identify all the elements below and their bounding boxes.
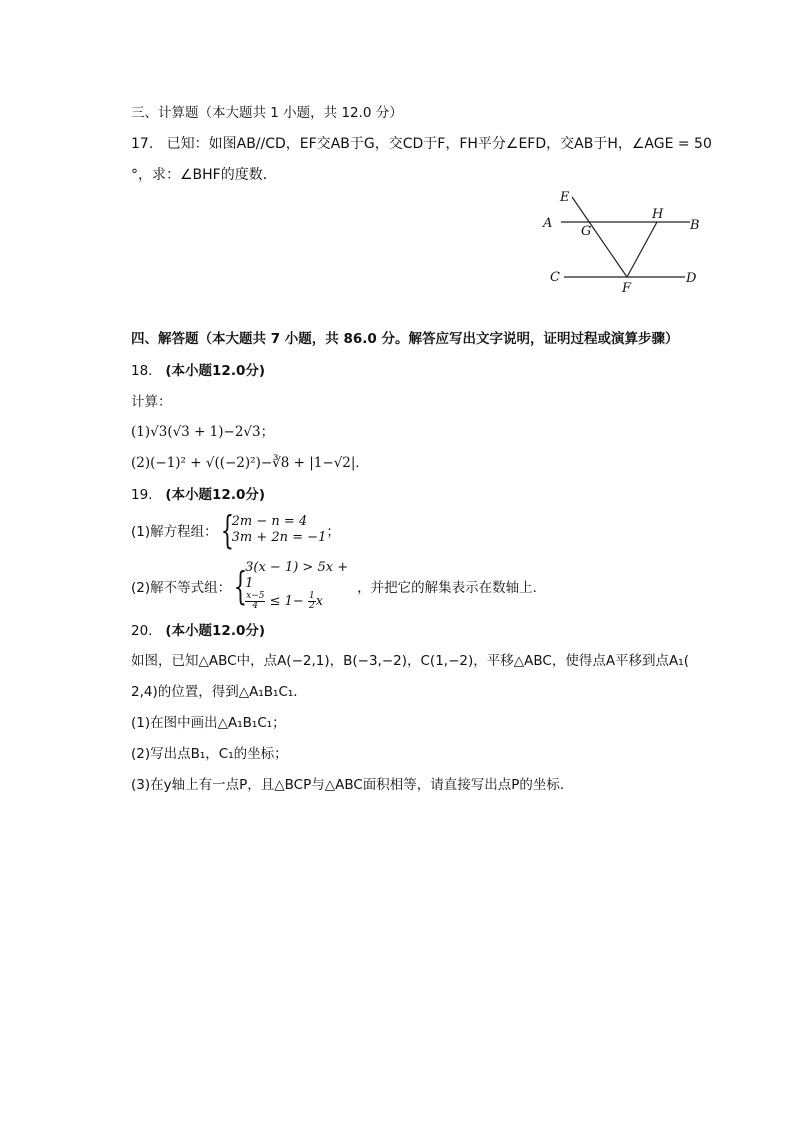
section-4-heading: 四、解答题（本大题共 7 小题，共 86.0 分。解答应写出文字说明，证明过程或演算步骤） <box>131 331 679 347</box>
q17-number: 17. <box>131 136 154 152</box>
q19-part1-label: (1)解方程组： <box>131 524 218 540</box>
q20-score: (本小题12.0分) <box>165 623 266 639</box>
label-e: E <box>560 190 570 205</box>
q20-part1: (1)在图中画出△A₁B₁C₁； <box>131 715 286 731</box>
label-g: G <box>581 224 592 239</box>
q20-line2: 2,4)的位置，得到△A₁B₁C₁． <box>131 684 307 700</box>
label-b: B <box>690 218 700 233</box>
q17-text1: 已知：如图AB//CD，EF交AB于G，交CD于F，FH平分∠EFD，交AB于H，∠AGE = 50 <box>166 136 712 152</box>
left-brace-icon: { <box>233 563 248 608</box>
q20-line1: 如图，已知△ABC中，点A(−2,1)，B(−3,−2)，C(1,−2)，平移△ABC，使得点A平移到点A₁( <box>131 653 689 669</box>
label-a: A <box>543 216 553 231</box>
q17-line2: °，求：∠BHF的度数． <box>131 167 277 183</box>
q18-header <box>131 361 265 381</box>
q20-header <box>131 621 265 641</box>
q18-score: (本小题12.0分) <box>165 363 266 379</box>
label-f: F <box>622 281 632 295</box>
q18-number: 18. <box>131 363 153 379</box>
q19-part1-end: ； <box>326 524 340 540</box>
q19-part2 <box>131 560 546 611</box>
q19-part1-eq1: 2m − n = 4 <box>231 514 308 529</box>
q19-score: (本小题12.0分) <box>165 487 266 503</box>
label-h: H <box>652 207 664 222</box>
section-3-heading: 三、计算题（本大题共 1 小题，共 12.0 分） <box>131 105 403 121</box>
q18-part2: (2)(−1)² + √((−2)²)−∛8 + |1−√2|． <box>131 455 369 471</box>
line-fh <box>627 222 657 277</box>
q20-part3: (3)在y轴上有一点P，且△BCP与△ABC面积相等，请直接写出点P的坐标． <box>131 777 574 793</box>
q19-header <box>131 485 265 505</box>
q18-intro: 计算： <box>131 394 172 410</box>
q20-number: 20. <box>131 623 153 639</box>
q19-part2-label: (2)解不等式组： <box>131 579 232 596</box>
q19-part2-eq2: $\frac{x-5}{4}$ ≤ 1− $\frac{1}{2}$ x <box>246 591 324 611</box>
q19-part2-eq1: 3(x − 1) > 5x + 1 <box>245 560 349 591</box>
q17-geometry-figure <box>540 185 710 295</box>
label-d: D <box>686 271 697 286</box>
q18-part1: (1)√3(√3 + 1)−2√3； <box>131 424 275 440</box>
left-brace-icon: { <box>220 508 234 552</box>
q19-part1 <box>131 508 340 552</box>
q17-line1 <box>131 134 712 154</box>
label-c: C <box>550 270 560 285</box>
q19-part1-eq2: 3m + 2n = −1 <box>231 530 327 545</box>
q20-part2: (2)写出点B₁，C₁的坐标； <box>131 746 288 762</box>
q19-number: 19. <box>131 487 153 503</box>
q19-part2-tail: ，并把它的解集表示在数轴上． <box>357 579 547 596</box>
